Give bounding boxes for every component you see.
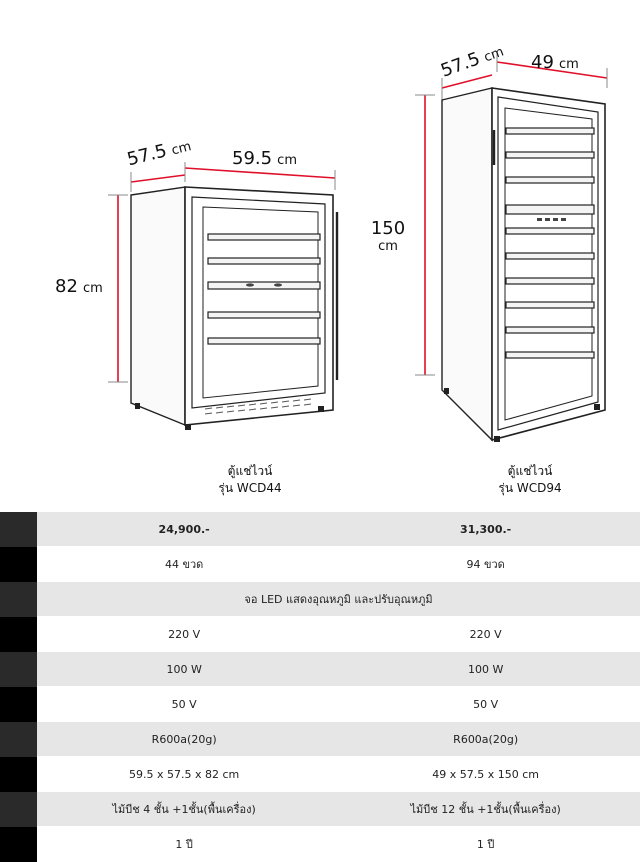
wcd94-width-unit: cm — [559, 57, 579, 72]
row-marker — [0, 547, 37, 582]
spec-row-voltage — [0, 617, 640, 652]
warranty-wcd94: 1 ปี — [331, 827, 640, 862]
spec-row-refrigerant — [0, 722, 640, 757]
spec-row-price — [0, 512, 640, 547]
spec-row-warranty — [0, 827, 640, 862]
row-marker — [0, 687, 37, 722]
product-wcd94-name: ตู้แช่ไวน์ — [507, 464, 553, 478]
spec-row-frequency — [0, 687, 640, 722]
shelves-wcd94: ไม้บีช 12 ชั้น +1ชั้น(พื้นเครื่อง) — [331, 792, 640, 827]
power-wcd94: 100 W — [331, 652, 640, 687]
frequency-wcd94: 50 V — [331, 687, 640, 722]
wcd94-height-value: 150 — [370, 218, 406, 239]
spec-row-display — [0, 582, 640, 617]
shelves-wcd44: ไม้บีช 4 ชั้น +1ชั้น(พื้นเครื่อง) — [37, 792, 331, 827]
refrigerant-wcd44: R600a(20g) — [37, 722, 331, 757]
wcd94-height-label — [368, 218, 408, 254]
voltage-wcd94: 220 V — [331, 617, 640, 652]
spec-table — [0, 512, 640, 862]
wcd94-depth-value: 57.5 — [438, 48, 483, 82]
product-wcd94-model: รุ่น WCD94 — [498, 481, 562, 495]
row-marker — [0, 792, 37, 827]
wcd94-height-unit: cm — [378, 239, 398, 254]
row-marker — [0, 827, 37, 862]
dimensions-wcd94: 49 x 57.5 x 150 cm — [331, 757, 640, 792]
spec-row-capacity — [0, 547, 640, 582]
spec-row-shelves — [0, 792, 640, 827]
wcd44-depth-value: 57.5 — [125, 140, 169, 171]
row-marker — [0, 722, 37, 757]
wcd94-width-label — [531, 52, 579, 73]
price-wcd94: 31,300.- — [331, 512, 640, 547]
row-marker — [0, 582, 37, 617]
row-marker — [0, 652, 37, 687]
wcd94-depth-unit: cm — [482, 44, 506, 66]
product-wcd44 — [180, 463, 320, 497]
spec-row-power — [0, 652, 640, 687]
warranty-wcd44: 1 ปี — [37, 827, 331, 862]
wcd44-width-unit: cm — [277, 153, 297, 168]
wcd94-width-value: 49 — [531, 52, 554, 73]
product-wcd94 — [460, 463, 600, 497]
wcd44-width-label — [232, 148, 297, 169]
row-marker — [0, 757, 37, 792]
capacity-wcd44: 44 ขวด — [37, 547, 331, 582]
refrigerant-wcd94: R600a(20g) — [331, 722, 640, 757]
wcd44-depth-unit: cm — [170, 139, 193, 159]
wcd44-width-value: 59.5 — [232, 148, 273, 169]
row-marker — [0, 617, 37, 652]
product-wcd44-name: ตู้แช่ไวน์ — [227, 464, 273, 478]
product-wcd44-model: รุ่น WCD44 — [218, 481, 282, 495]
wcd44-height-value: 82 — [55, 276, 78, 297]
capacity-wcd94: 94 ขวด — [331, 547, 640, 582]
wcd44-height-unit: cm — [83, 281, 103, 296]
frequency-wcd44: 50 V — [37, 687, 331, 722]
wcd44-height-label — [55, 276, 103, 297]
price-wcd44: 24,900.- — [37, 512, 331, 547]
power-wcd44: 100 W — [37, 652, 331, 687]
display-both: จอ LED แสดงอุณหภูมิ และปรับอุณหภูมิ — [37, 582, 640, 617]
spec-row-dimensions — [0, 757, 640, 792]
row-marker — [0, 512, 37, 547]
voltage-wcd44: 220 V — [37, 617, 331, 652]
dimensions-wcd44: 59.5 x 57.5 x 82 cm — [37, 757, 331, 792]
